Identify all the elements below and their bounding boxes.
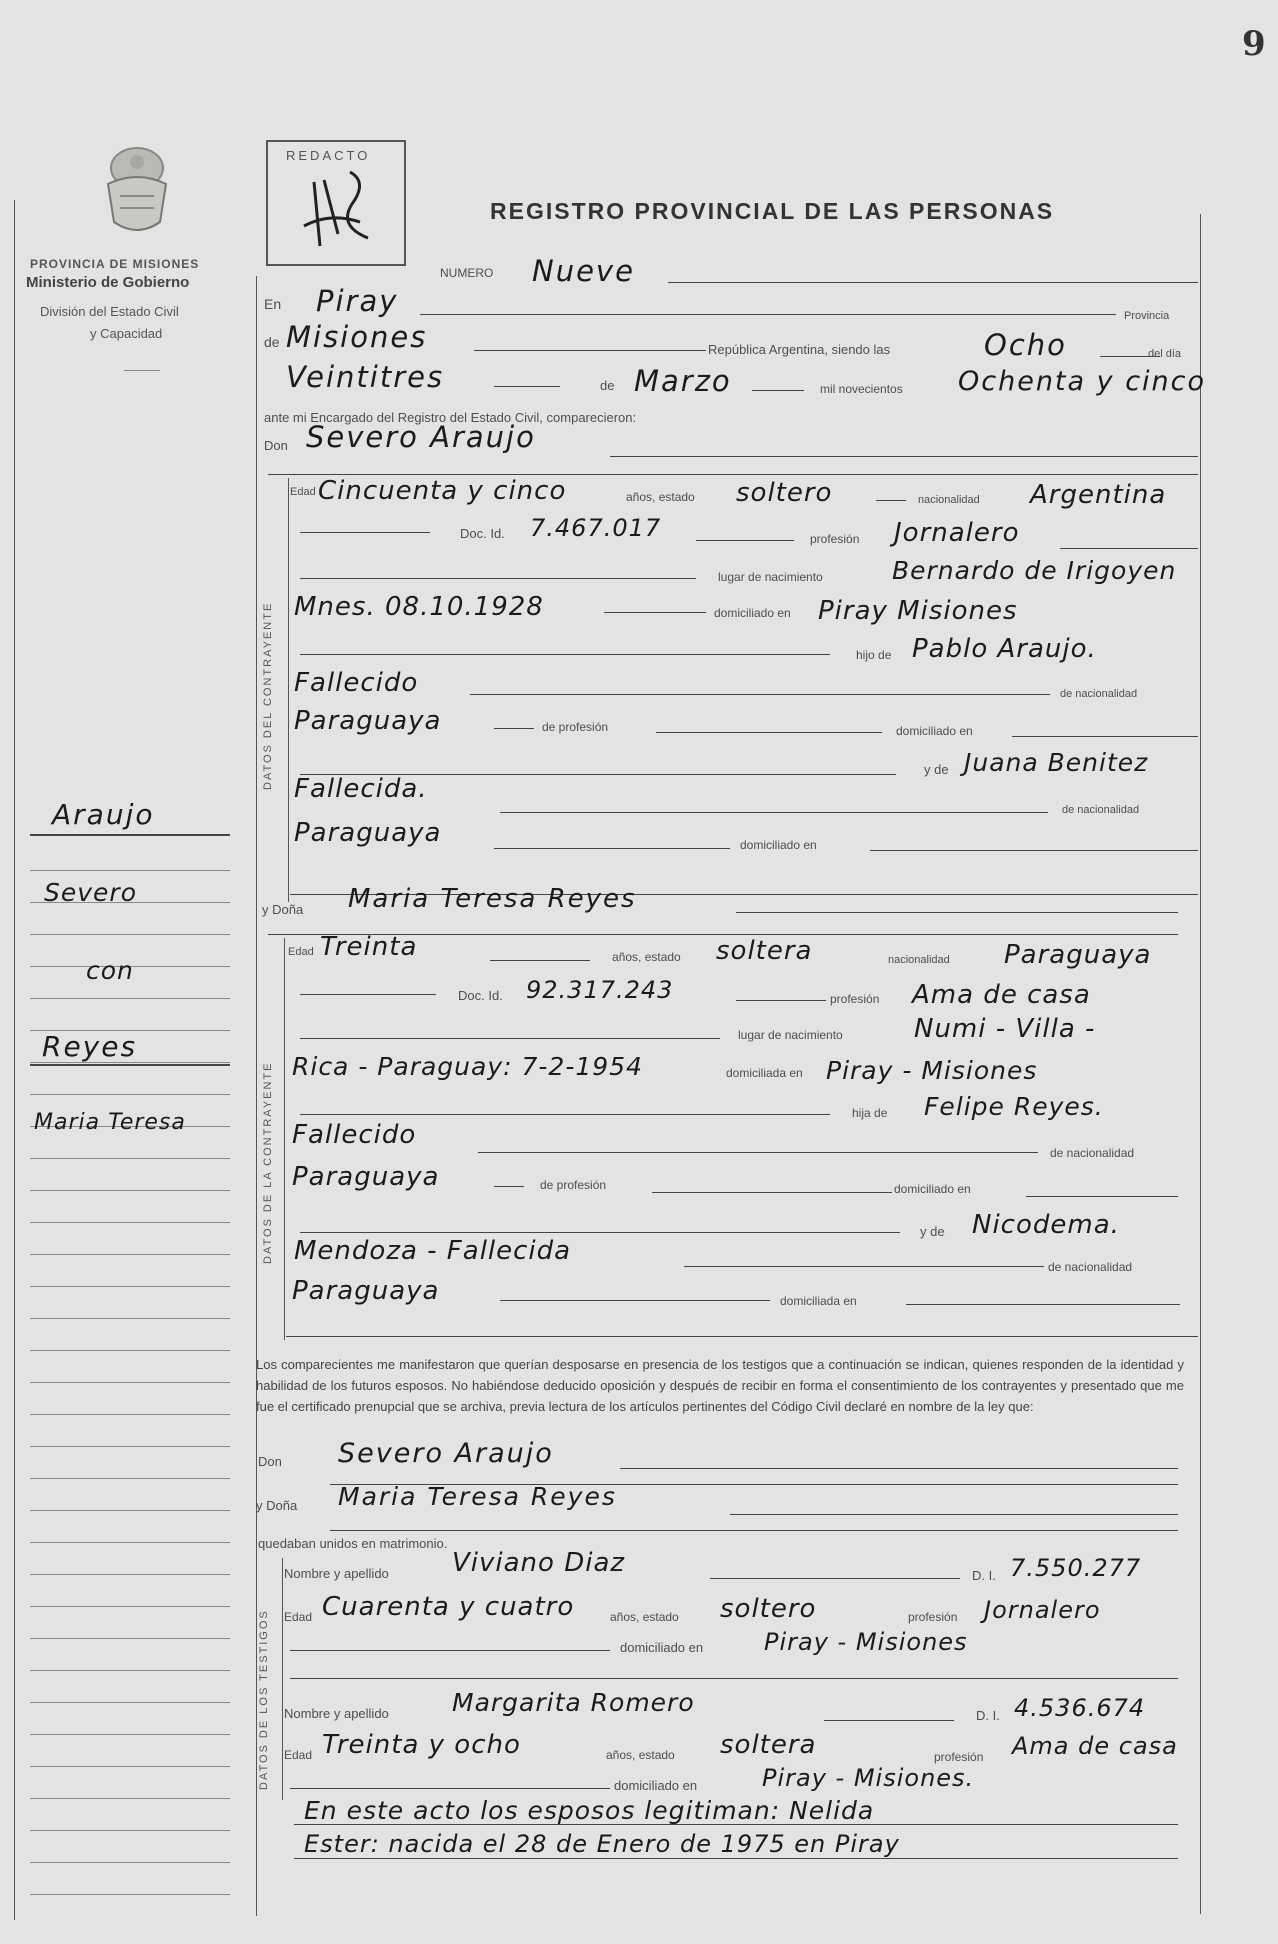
f-prof-label: profesión	[830, 992, 880, 1006]
c-madre-value: Juana Benitez	[964, 748, 1149, 777]
del-dia-label: del día	[1148, 348, 1182, 360]
f-de-nac-label-2: de nacionalidad	[1048, 1260, 1133, 1274]
margin-rule	[30, 1222, 230, 1223]
t1-anos-label: años, estado	[610, 1610, 679, 1624]
f-lugar-value: Numi - Villa -	[914, 1014, 1096, 1044]
contrayente-nombre: Severo Araujo	[306, 420, 536, 454]
c-padre-value: Pablo Araujo.	[912, 634, 1097, 664]
provincia-label: Provincia	[1124, 310, 1170, 322]
c-anos-label: años, estado	[626, 490, 695, 504]
margin-con: con	[86, 956, 134, 985]
c-lugar-value: Bernardo de Irigoyen	[892, 556, 1177, 585]
dona-label: y Doña	[262, 902, 304, 917]
f-nac-value: Paraguaya	[1004, 940, 1152, 970]
f-edad-value: Treinta	[320, 932, 418, 962]
numero-label: NUMERO	[440, 266, 494, 280]
c-y-de-label: y de	[924, 762, 949, 777]
t2-edad-label: Edad	[284, 1748, 313, 1762]
margin-nombre-2: Maria Teresa	[34, 1110, 186, 1135]
margin-rule	[30, 1318, 230, 1319]
f-doc-value: 92.317.243	[526, 976, 674, 1004]
province-line-1: PROVINCIA DE MISIONES	[30, 257, 200, 271]
page-number: 9	[1242, 24, 1266, 64]
t2-nombre-value: Margarita Romero	[452, 1688, 695, 1717]
anio-value: Ochenta y cinco	[958, 366, 1207, 397]
margin-rule	[30, 1798, 230, 1799]
margin-rule	[30, 1734, 230, 1735]
f-madre-value: Nicodema.	[972, 1210, 1120, 1240]
f-nac-label: nacionalidad	[888, 954, 950, 966]
t2-nombre-label: Nombre y apellido	[284, 1706, 389, 1721]
contrayenta-nombre: Maria Teresa Reyes	[348, 884, 637, 914]
dia-value: Veintitres	[286, 360, 445, 394]
decl-don-label: Don	[258, 1454, 282, 1469]
numero-value: Nueve	[532, 254, 635, 288]
mil-label: mil novecientos	[820, 382, 903, 396]
f-dom-label-3: domiciliada en	[780, 1294, 857, 1308]
f-de-nac-label: de nacionalidad	[1050, 1146, 1135, 1160]
contrayenta-side-label: DATOS DE LA CONTRAYENTE	[262, 1061, 274, 1264]
margin-rule	[30, 870, 230, 871]
c-de-nac-label-2: de nacionalidad	[1062, 804, 1140, 816]
c-madre-estado: Fallecida.	[294, 774, 428, 804]
nota-line-1: En este acto los esposos legitiman: Nelida	[304, 1796, 875, 1825]
t2-di-value: 4.536.674	[1014, 1694, 1146, 1722]
decl-quedaban: quedaban unidos en matrimonio.	[258, 1536, 448, 1551]
margin-line	[14, 200, 15, 1920]
margin-rule	[30, 998, 230, 999]
c-edad-value: Cincuenta y cinco	[318, 476, 567, 506]
coat-of-arms-icon	[96, 140, 178, 245]
f-edad-label: Edad	[288, 946, 314, 958]
t1-dom-label: domiciliado en	[620, 1640, 704, 1655]
signature-icon	[268, 142, 400, 260]
f-lugar2-value: Rica - Paraguay: 7-2-1954	[292, 1052, 643, 1081]
margin-rule	[30, 1542, 230, 1543]
f-padre-value: Felipe Reyes.	[924, 1092, 1104, 1121]
c-nac-value: Argentina	[1030, 480, 1167, 510]
margin-rule	[30, 1766, 230, 1767]
margin-rule	[30, 1286, 230, 1287]
c-dom-label: domiciliado en	[714, 606, 791, 620]
nota-line-2: Ester: nacida el 28 de Enero de 1975 en Piray	[304, 1830, 900, 1858]
margin-rule	[30, 1638, 230, 1639]
margin-rule	[30, 1094, 230, 1095]
margin-nombre-1: Severo	[44, 878, 137, 907]
margin-rule	[30, 1894, 230, 1895]
f-madre-nac: Paraguaya	[292, 1276, 440, 1306]
t2-estado-value: soltera	[720, 1730, 817, 1760]
c-dom-value: Piray Misiones	[818, 596, 1018, 626]
c-de-nac-label: de nacionalidad	[1060, 688, 1138, 700]
decl-don-value: Severo Araujo	[338, 1438, 554, 1469]
t1-edad-value: Cuarenta y cuatro	[322, 1592, 575, 1622]
t1-nombre-value: Viviano Diaz	[452, 1548, 626, 1578]
c-de-prof-label: de profesión	[542, 720, 609, 734]
registry-title: REGISTRO PROVINCIAL DE LAS PERSONAS	[490, 198, 1055, 224]
de-label-2: de	[600, 378, 615, 393]
de-label: de	[264, 334, 280, 350]
margin-rule	[30, 1414, 230, 1415]
ante-label: ante mi Encargado del Registro del Estado Civil, comparecieron:	[264, 410, 637, 425]
f-y-de-label: y de	[920, 1224, 945, 1239]
margin-rule	[30, 934, 230, 935]
f-hija-label: hija de	[852, 1106, 888, 1120]
hora-value: Ocho	[984, 328, 1067, 362]
c-prof-label: profesión	[810, 532, 860, 546]
t2-prof-value: Ama de casa	[1012, 1732, 1178, 1760]
c-hijo-label: hijo de	[856, 648, 892, 662]
margin-rule	[30, 1702, 230, 1703]
c-lugar-label: lugar de nacimiento	[718, 570, 823, 584]
lugar-value: Piray	[316, 284, 399, 318]
c-padre-nac: Paraguaya	[294, 706, 442, 736]
testigos-side-label: DATOS DE LOS TESTIGOS	[258, 1609, 270, 1790]
republica-label: República Argentina, siendo las	[708, 342, 891, 357]
c-prof-value: Jornalero	[894, 518, 1020, 548]
margin-rule	[30, 1670, 230, 1671]
c-padre-estado: Fallecido	[294, 668, 419, 698]
f-dom-value: Piray - Misiones	[826, 1056, 1038, 1085]
t2-prof-label: profesión	[934, 1750, 984, 1764]
c-dom-label-3: domiciliado en	[740, 838, 817, 852]
t1-prof-value: Jornalero	[984, 1596, 1101, 1624]
c-fecha-value: Mnes. 08.10.1928	[294, 592, 544, 622]
f-lugar-label: lugar de nacimiento	[738, 1028, 843, 1042]
province-line-2: Ministerio de Gobierno	[26, 274, 190, 291]
decl-dona-label: y Doña	[256, 1498, 298, 1513]
province-line-3: División del Estado Civil	[40, 304, 179, 319]
margin-apellido-1: Araujo	[52, 798, 155, 831]
t2-edad-value: Treinta y ocho	[322, 1730, 521, 1760]
t1-di-value: 7.550.277	[1010, 1554, 1142, 1582]
t1-dom-value: Piray - Misiones	[764, 1628, 968, 1656]
f-prof-value: Ama de casa	[912, 980, 1091, 1010]
margin-rule	[30, 1382, 230, 1383]
declaracion-texto: Los comparecientes me manifestaron que querían desposarse en presencia de los testigos que a continuación se indican, quienes responden de la identidad y habilidad de los futuros esposos. No habiéndose deducido oposición y después de recibir en forma el consentimiento de los contrayentes y presentado que me fue el certificado prenupcial que se archiva, previa lectura de los artículos pertinentes del Código Civil declaré en nombre de la ley que:	[256, 1357, 1184, 1414]
f-estado-value: soltera	[716, 936, 813, 966]
t1-estado-value: soltero	[720, 1594, 817, 1624]
margin-rule	[30, 1830, 230, 1831]
t2-di-label: D. I.	[976, 1708, 1000, 1723]
t1-prof-label: profesión	[908, 1610, 958, 1624]
mes-value: Marzo	[634, 364, 732, 398]
t1-edad-label: Edad	[284, 1610, 313, 1624]
c-edad-label: Edad	[290, 486, 316, 498]
redacto-label: REDACTO	[286, 148, 371, 163]
decl-dona-value: Maria Teresa Reyes	[338, 1482, 617, 1511]
t2-dom-value: Piray - Misiones.	[762, 1764, 975, 1792]
t2-dom-label: domiciliado en	[614, 1778, 698, 1793]
en-label: En	[264, 296, 282, 312]
redacto-stamp	[266, 140, 406, 266]
margin-rule	[30, 1446, 230, 1447]
f-anos-label: años, estado	[612, 950, 681, 964]
t1-di-label: D. I.	[972, 1568, 996, 1583]
f-dom-label-2: domiciliado en	[894, 1182, 971, 1196]
don-label: Don	[264, 438, 288, 453]
c-doc-value: 7.467.017	[530, 514, 662, 542]
f-madre-estado: Mendoza - Fallecida	[294, 1236, 572, 1266]
margin-rule	[30, 1574, 230, 1575]
c-doc-label: Doc. Id.	[460, 526, 505, 541]
t2-anos-label: años, estado	[606, 1748, 675, 1762]
c-nac-label: nacionalidad	[918, 494, 980, 506]
c-estado-value: soltero	[736, 478, 833, 508]
f-de-prof-label: de profesión	[540, 1178, 607, 1192]
c-madre-nac: Paraguaya	[294, 818, 442, 848]
t1-nombre-label: Nombre y apellido	[284, 1566, 389, 1581]
margin-apellido-2: Reyes	[42, 1030, 138, 1063]
contrayente-side-label: DATOS DEL CONTRAYENTE	[262, 601, 274, 790]
margin-rule	[30, 1350, 230, 1351]
margin-rule	[30, 1606, 230, 1607]
provincia-value: Misiones	[286, 320, 428, 354]
margin-rule	[30, 1862, 230, 1863]
province-line-4: y Capacidad	[90, 326, 163, 341]
c-dom-label-2: domiciliado en	[896, 724, 973, 738]
margin-rule	[30, 1158, 230, 1159]
margin-rule	[30, 1190, 230, 1191]
f-dom-label: domiciliada en	[726, 1066, 803, 1080]
f-doc-label: Doc. Id.	[458, 988, 503, 1003]
f-padre-estado: Fallecido	[292, 1120, 417, 1150]
margin-rule	[30, 1254, 230, 1255]
margin-rule	[30, 1478, 230, 1479]
margin-rule	[30, 1510, 230, 1511]
f-padre-nac: Paraguaya	[292, 1162, 440, 1192]
